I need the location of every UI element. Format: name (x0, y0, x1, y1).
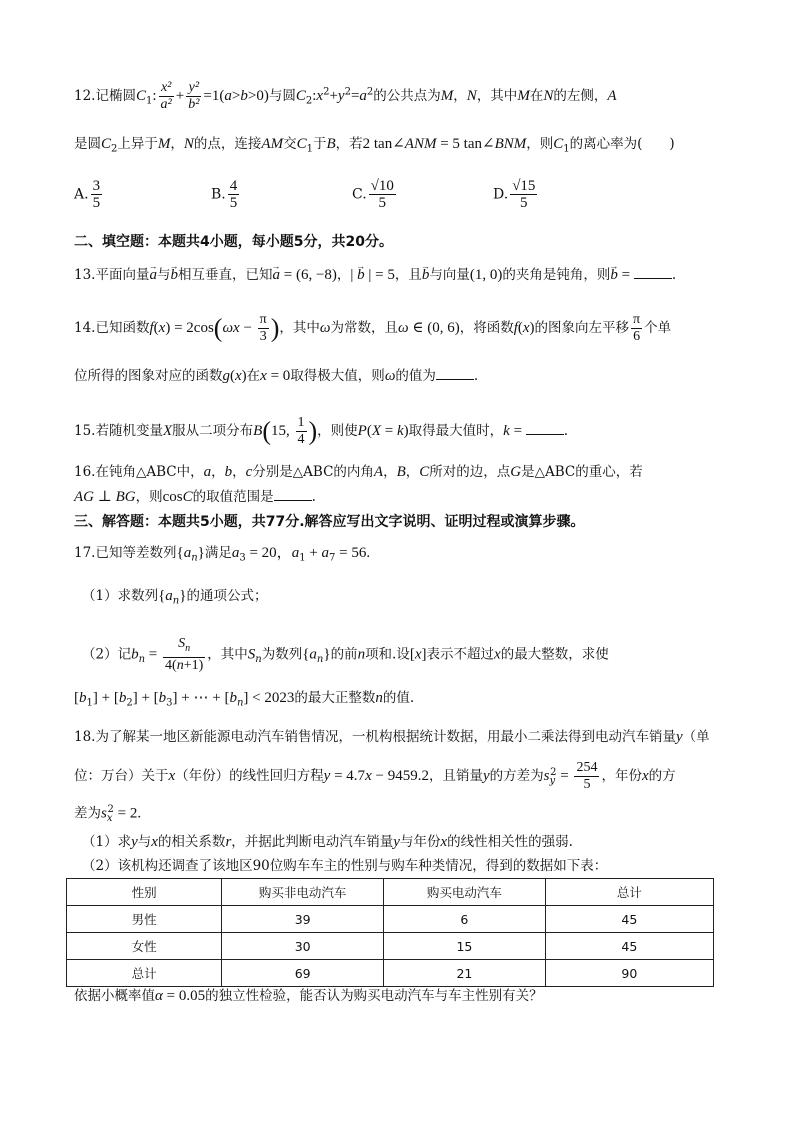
q17-part1: （1）求数列$\{a_n\}$的通项公式； (82, 588, 268, 607)
table-header-cell: 购买非电动汽车 (222, 879, 384, 906)
option-a[interactable]: A. $\frac{3}{5}$ (74, 178, 101, 211)
section-3-heading: 三、解答题：本题共5小题，共77分.解答应写出文字说明、证明过程或演算步骤。 (74, 514, 585, 530)
table-header-cell: 性别 (67, 879, 222, 906)
table-cell: 女性 (67, 933, 222, 960)
q16-line2: AG ⊥ BG，则cosC的取值范围是 . (74, 486, 316, 507)
q17-part2: （2）记$b_n$ = $\frac{S_n}{4(n+1)}$ ，其中$S_n$为数列$\{a_n\}$的前n项和.设[x]表示不超过x的最大整数，求使 (82, 636, 609, 673)
table-row (67, 960, 714, 987)
q12-line1: 12.记椭圆$C_1$: $\frac{\text{x²}}{\text{a²}}$ + $\frac{\text{y²}}{\text{b²}}$ =1(a>b>0)与圆$C_2:x^2+y^2=a^2$的公共点为M，N，其中M在N的左侧，A (74, 80, 617, 112)
q17-part2-cont: $[b_1] + [b_2] + [b_3]$ + ⋯ + $[b_n] < 2023$的最大正整数n的值. (74, 690, 415, 709)
table-cell: 90 (545, 960, 713, 987)
table-cell: 30 (222, 933, 384, 960)
q14-line1: 14.已知函数f(x) = 2cos(ωx − $\frac{\pi}{3}$ )，其中ω为常数，且ω ∈ (0, 6)，将函数f(x)的图象向左平移 $\frac{\pi}{6}$ 个单 (74, 312, 672, 344)
table-header-cell: 购买电动汽车 (384, 879, 546, 906)
q16-line1: 16.在钝角△ABC中，a，b，c分别是△ABC的内角A，B，C所对的边，点G是△ABC的重心，若 (74, 464, 643, 480)
q15-answer-blank[interactable] (526, 420, 564, 435)
table-header-cell: 总计 (545, 879, 713, 906)
table-row (67, 906, 714, 933)
q14-line2: 位所得的图象对应的函数g(x)在x = 0取得极大值，则ω的值为 . (74, 365, 478, 386)
table-header-row (67, 879, 714, 906)
q18-line1: 18.为了解某一地区新能源电动汽车销售情况，一机构根据统计数据，用最小二乘法得到电动汽车销量y（单 (74, 729, 710, 745)
q13-line: 13.平面向量→ a与→ b相互垂直，已知→ a = (6, −8)，| → b | = 5，且→ b与向量(1, 0)的夹角是钝角，则→ b = . (74, 264, 676, 285)
q16-answer-blank[interactable] (274, 486, 312, 501)
table-cell: 15 (384, 933, 546, 960)
table-cell: 45 (545, 906, 713, 933)
q18-part2: （2）该机构还调查了该地区90位购车车主的性别与购车种类情况，得到的数据如下表： (82, 858, 608, 874)
table-cell: 45 (545, 933, 713, 960)
q18-line2: 位：万台）关于x（年份）的线性回归方程y = 4.7x − 9459.2，且销量y的方差为$s_y^2$ = $\frac{254}{5}$ ，年份x的方 (74, 760, 676, 792)
gender-vehicle-table (66, 878, 714, 987)
q17-line1: 17.已知等差数列$\{a_n\}$满足$a_3 = 20$，$a_1 + a_7 = 56$. (74, 545, 371, 564)
table-cell: 男性 (67, 906, 222, 933)
q18-line3: 差为$s_x^2 = 2$. (74, 804, 142, 825)
table-cell: 39 (222, 906, 384, 933)
table-row (67, 933, 714, 960)
q12-line2: 是圆$C_2$上异于M，N的点，连接AM交$C_1$于B，若2 tan∠ANM = 5 tan∠BNM，则$C_1$的离心率为( ) (74, 136, 675, 155)
option-d[interactable]: D. $\frac{√15}{5}$ (493, 178, 536, 211)
q13-answer-blank[interactable] (634, 264, 672, 279)
q18-part1: （1）求y与x的相关系数r，并据此判断电动汽车销量y与年份x的线性相关性的强弱. (82, 834, 573, 850)
table-cell: 21 (384, 960, 546, 987)
q15-line: 15.若随机变量X服从二项分布B(15, $\frac{1}{4}$ )，则使P(X = k)取得最大值时，k = . (74, 415, 569, 447)
option-c[interactable]: C. $\frac{√10}{5}$ (352, 178, 394, 211)
section-2-heading: 二、填空题：本题共4小题，每小题5分，共20分。 (74, 234, 393, 250)
table-cell: 6 (384, 906, 546, 933)
table-cell: 总计 (67, 960, 222, 987)
q14-answer-blank[interactable] (436, 365, 474, 380)
q18-final-question: 依据小概率值α = 0.05的独立性检验，能否认为购买电动汽车与车主性别有关？ (74, 988, 543, 1004)
option-b[interactable]: B. $\frac{4}{5}$ (211, 178, 238, 211)
table-cell: 69 (222, 960, 384, 987)
